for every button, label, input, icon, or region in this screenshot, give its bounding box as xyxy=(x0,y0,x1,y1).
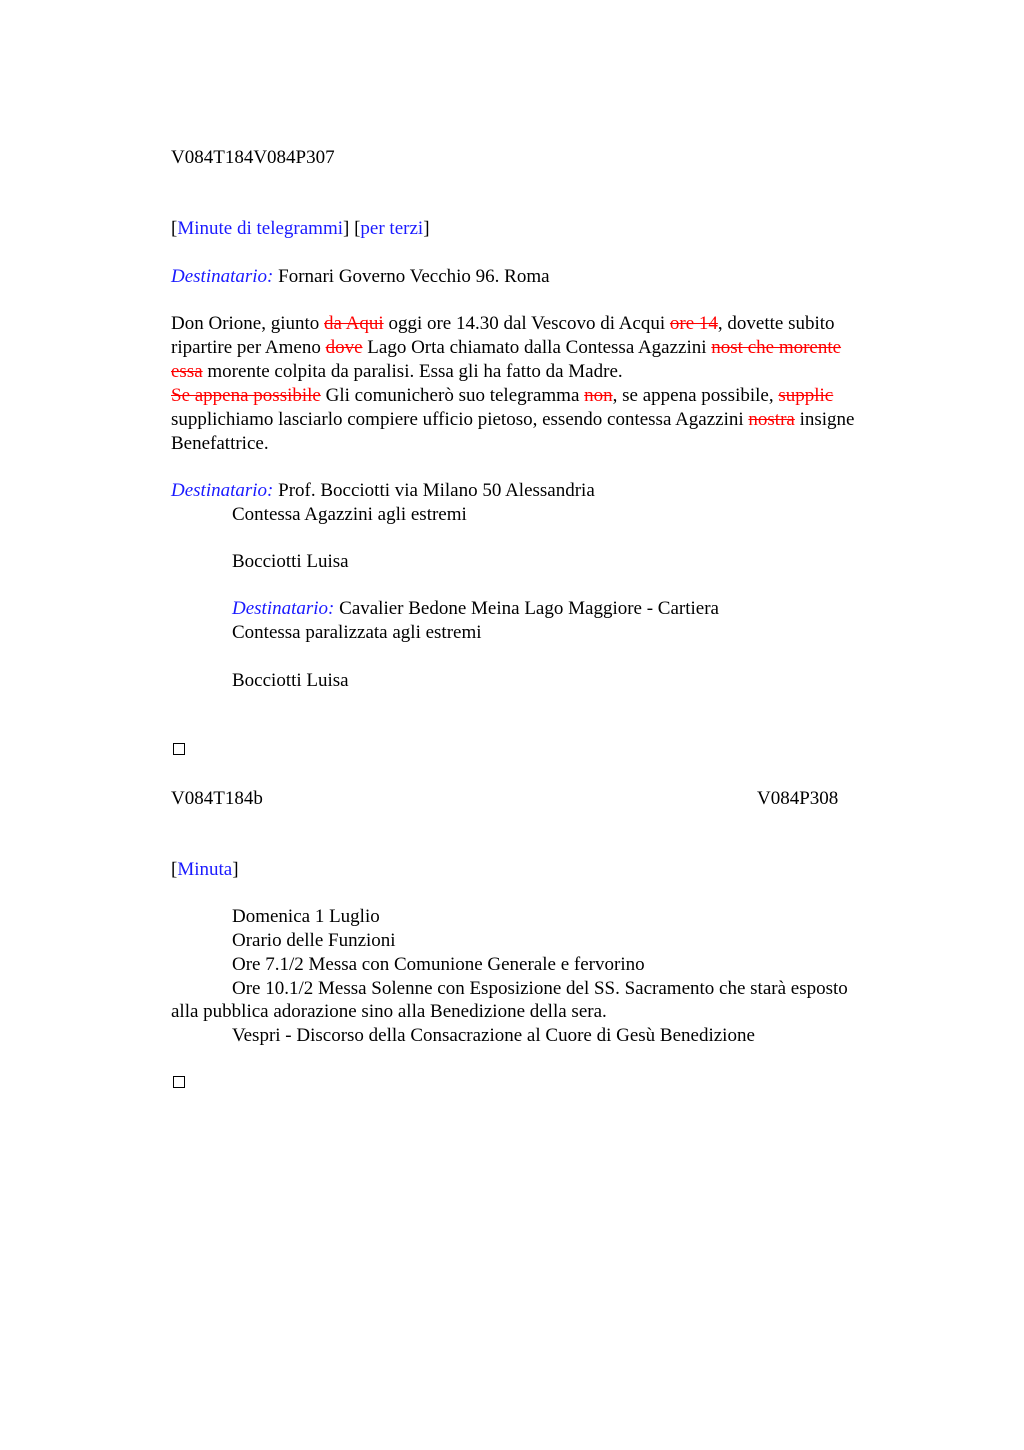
deleted-text: supplic xyxy=(778,385,834,406)
text-run: ripartire per Ameno xyxy=(171,337,326,358)
signature: Bocciotti Luisa xyxy=(232,551,349,572)
bracket: ] xyxy=(232,859,239,880)
text-run: Benefattrice. xyxy=(171,433,269,454)
telegram-line xyxy=(171,384,833,408)
page-break-box-icon xyxy=(173,1076,185,1088)
schedule-line: alla pubblica adorazione sino alla Benedizione della sera. xyxy=(171,1001,607,1022)
bracket: ] xyxy=(423,218,430,239)
deleted-text: nost che morente xyxy=(711,337,842,358)
text-run: insigne xyxy=(794,409,855,430)
recipient-value: Fornari Governo Vecchio 96. Roma xyxy=(273,266,550,287)
text-run: morente colpita da paralisi. Essa gli ha fatto da Madre. xyxy=(202,361,623,382)
schedule-line: Ore 10.1/2 Messa Solenne con Esposizione del SS. Sacramento che starà esposto xyxy=(232,978,848,999)
deleted-text: essa xyxy=(171,361,203,382)
text-run: Don Orione, giunto xyxy=(171,313,325,334)
deleted-text: dove xyxy=(325,337,363,358)
text-run: oggi ore 14.30 dal Vescovo di Acqui xyxy=(383,313,670,334)
header-tag-per-terzi: per terzi xyxy=(360,218,424,239)
recipient-label: Destinatario: xyxy=(232,598,335,619)
page-code: V084P308 xyxy=(757,788,839,809)
schedule-line: Domenica 1 Luglio xyxy=(232,906,380,927)
recipient-line xyxy=(171,265,550,289)
schedule-line: Orario delle Funzioni xyxy=(232,930,396,951)
recipient-label: Destinatario: xyxy=(171,266,274,287)
bracket: [ xyxy=(171,218,178,239)
deleted-text: da Aqui xyxy=(324,313,384,334)
text-run: , se appena possibile, xyxy=(612,385,779,406)
page-break-box-icon xyxy=(173,743,185,755)
telegram-line xyxy=(171,360,623,384)
telegram-text: Contessa Agazzini agli estremi xyxy=(232,504,467,525)
telegram-line xyxy=(171,432,269,456)
telegram-line xyxy=(171,408,854,432)
recipient-value: Cavalier Bedone Meina Lago Maggiore - Cartiera xyxy=(334,598,719,619)
document-code: V084T184V084P307 xyxy=(171,147,335,168)
text-run: supplichiamo lasciarlo compiere ufficio pietoso, essendo contessa Agazzini xyxy=(171,409,749,430)
deleted-text: Se appena possibile xyxy=(171,385,321,406)
signature: Bocciotti Luisa xyxy=(232,670,349,691)
header-tag-minute: Minute di telegrammi xyxy=(177,218,344,239)
deleted-text: non xyxy=(584,385,613,406)
recipient-label: Destinatario: xyxy=(171,480,274,501)
bracket: [ xyxy=(171,859,178,880)
schedule-line: Vespri - Discorso della Consacrazione al Cuore di Gesù Benedizione xyxy=(232,1025,755,1046)
text-run: Lago Orta chiamato dalla Contessa Agazzini xyxy=(362,337,712,358)
deleted-text: ore 14 xyxy=(669,313,718,334)
header-tag-minuta: Minuta xyxy=(177,859,233,880)
text-run: , dovette subito xyxy=(717,313,835,334)
telegram-line xyxy=(171,336,841,360)
telegram-text: Contessa paralizzata agli estremi xyxy=(232,622,482,643)
recipient-line xyxy=(232,597,719,621)
section-header xyxy=(171,858,239,882)
telegram-line xyxy=(171,312,835,336)
deleted-text: nostra xyxy=(748,409,795,430)
schedule-line: Ore 7.1/2 Messa con Comunione Generale e fervorino xyxy=(232,954,645,975)
text-run: Gli comunicherò suo telegramma xyxy=(320,385,585,406)
recipient-value: Prof. Bocciotti via Milano 50 Alessandria xyxy=(273,480,595,501)
document-code: V084T184b xyxy=(171,788,263,809)
recipient-line xyxy=(171,479,595,503)
bracket: ] [ xyxy=(343,218,361,239)
section-header xyxy=(171,217,430,241)
